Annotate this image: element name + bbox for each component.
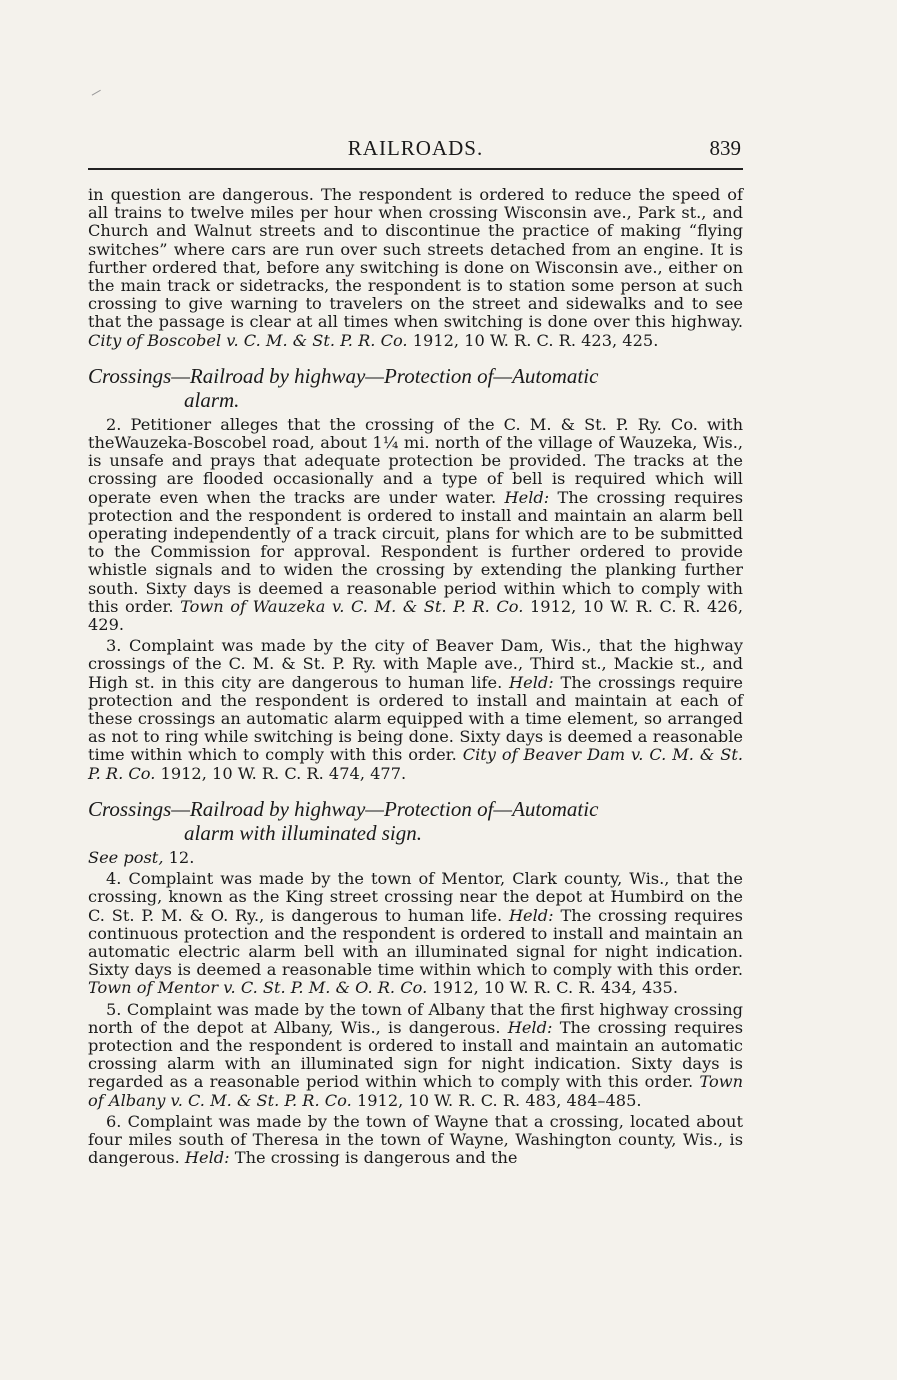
heading-line: Crossings—Railroad by highway—Protection of—Automatic	[88, 363, 599, 388]
case-citation: Town of Wauzeka v. C. M. & St. P. R. Co.	[180, 596, 524, 616]
cross-reference	[88, 849, 743, 867]
paragraph-3	[88, 637, 743, 783]
running-title: RAILROADS.	[347, 136, 484, 160]
case-citation: Town of Mentor v. C. St. P. M. & O. R. Co.	[88, 978, 428, 998]
held-label: Held:	[508, 905, 554, 925]
page-number: 839	[709, 136, 741, 160]
page-body	[88, 186, 743, 1167]
held-label: Held:	[184, 1148, 230, 1168]
paragraph-text: in question are dangerous. The respondent is ordered to reduce the speed of all trains to twelve miles per hour when crossing Wisconsin ave., Park st., and Church and Walnut streets and to discontinue the practice of making “flying switches” where cars are run over such streets detached from an engine. It is further ordered that, before any switching is done on Wisconsin ave., either on the main track or sidetracks, the respondent is to station some person at such crossing to give warning to travelers on the street and sidewalks and to see that the passage is clear at all times when switching is done over this highway.	[88, 185, 743, 332]
paragraph-4	[88, 870, 743, 997]
reporter-citation: 1912, 10 W. R. C. R. 474, 477.	[160, 763, 407, 783]
held-label: Held:	[504, 487, 550, 507]
heading-line-continued: alarm with illuminated sign.	[184, 820, 423, 845]
reporter-citation: 1912, 10 W. R. C. R. 483, 484–485.	[356, 1090, 642, 1110]
holding-text: The crossing requires protection and the respondent is ordered to install and maintain an alarm bell operating independently of a track circuit, plans for which are to be submitted to the Commission for approval. Respondent is further ordered to provide whistle signals and to widen the crossing by extending the planking further south. Sixty days is deemed a reasonable period within which to comply with this order.	[88, 487, 743, 616]
see-post-ref: 12.	[168, 847, 195, 867]
paragraph-2	[88, 416, 743, 634]
running-header	[88, 136, 743, 164]
paragraph-text: 2. Petitioner alleges that the crossing of the C. M. & St. P. Ry. Co. with theWauzeka-Boscobel road, about 1¼ mi. north of the village of Wauzeka, Wis., is unsafe and prays that adequate protection be provided. The tracks at the crossing are flooded occasionally and a type of bell is required which will operate even when the tracks are under water.	[88, 414, 743, 507]
case-citation: City of Beaver Dam v. C. M. & St. P. R. Co.	[88, 745, 743, 783]
holding-text: The crossing requires protection and the respondent is ordered to install and maintain an automatic crossing alarm with an illuminated sign for night indication. Sixty days is regarded as a reasonable period within which to comply with this order.	[88, 1017, 743, 1092]
see-post-label: See post,	[88, 847, 164, 867]
case-citation: City of Boscobel v. C. M. & St. P. R. Co.	[88, 330, 408, 350]
paragraph-text: 6. Complaint was made by the town of Wayne that a crossing, located about four miles south of Theresa in the town of Wayne, Washington county, Wis., is dangerous.	[88, 1111, 743, 1168]
paragraph-5	[88, 1001, 743, 1110]
paragraph-text: 3. Complaint was made by the city of Beaver Dam, Wis., that the highway crossings of the C. M. & St. P. Ry. with Maple ave., Third st., Mackie st., and High st. in this city are dangerous to human life.	[88, 636, 743, 692]
header-rule	[88, 168, 743, 170]
reporter-citation: 1912, 10 W. R. C. R. 426, 429.	[88, 596, 744, 635]
paragraph-6	[88, 1113, 743, 1168]
holding-text: The crossings require protection and the respondent is ordered to install and maintain at each of these crossings an automatic alarm equipped with a time element, so arranged as not to ring while switching is being done. Sixty days is deemed a reasonable time within which to comply with this order.	[88, 672, 743, 765]
holding-text: The crossing requires continuous protection and the respondent is ordered to install and maintain an automatic electric alarm bell with an illuminated signal for night indication. Sixty days is deemed a reasonable time within which to comply with this order.	[88, 905, 743, 980]
case-citation: Town of Albany v. C. M. & St. P. R. Co.	[88, 1072, 743, 1110]
heading-line-continued: alarm.	[184, 387, 240, 412]
section-heading	[88, 797, 743, 845]
held-label: Held:	[509, 672, 554, 692]
stray-mark	[92, 90, 103, 98]
holding-text: The crossing is dangerous and the	[234, 1148, 518, 1168]
paragraph-text: 5. Complaint was made by the town of Albany that the first highway crossing north of the depot at Albany, Wis., is dangerous.	[88, 999, 743, 1037]
held-label: Held:	[507, 1017, 553, 1037]
reporter-citation: 1912, 10 W. R. C. R. 423, 425.	[412, 330, 659, 350]
reporter-citation: 1912, 10 W. R. C. R. 434, 435.	[432, 978, 678, 998]
continuation-paragraph	[88, 186, 743, 350]
paragraph-text: 4. Complaint was made by the town of Mentor, Clark county, Wis., that the crossing, known as the King street crossing near the depot at Humbird on the C. St. P. M. & O. Ry., is dangerous to human life.	[88, 869, 743, 925]
section-heading	[88, 364, 743, 412]
heading-line: Crossings—Railroad by highway—Protection of—Automatic	[88, 796, 599, 821]
